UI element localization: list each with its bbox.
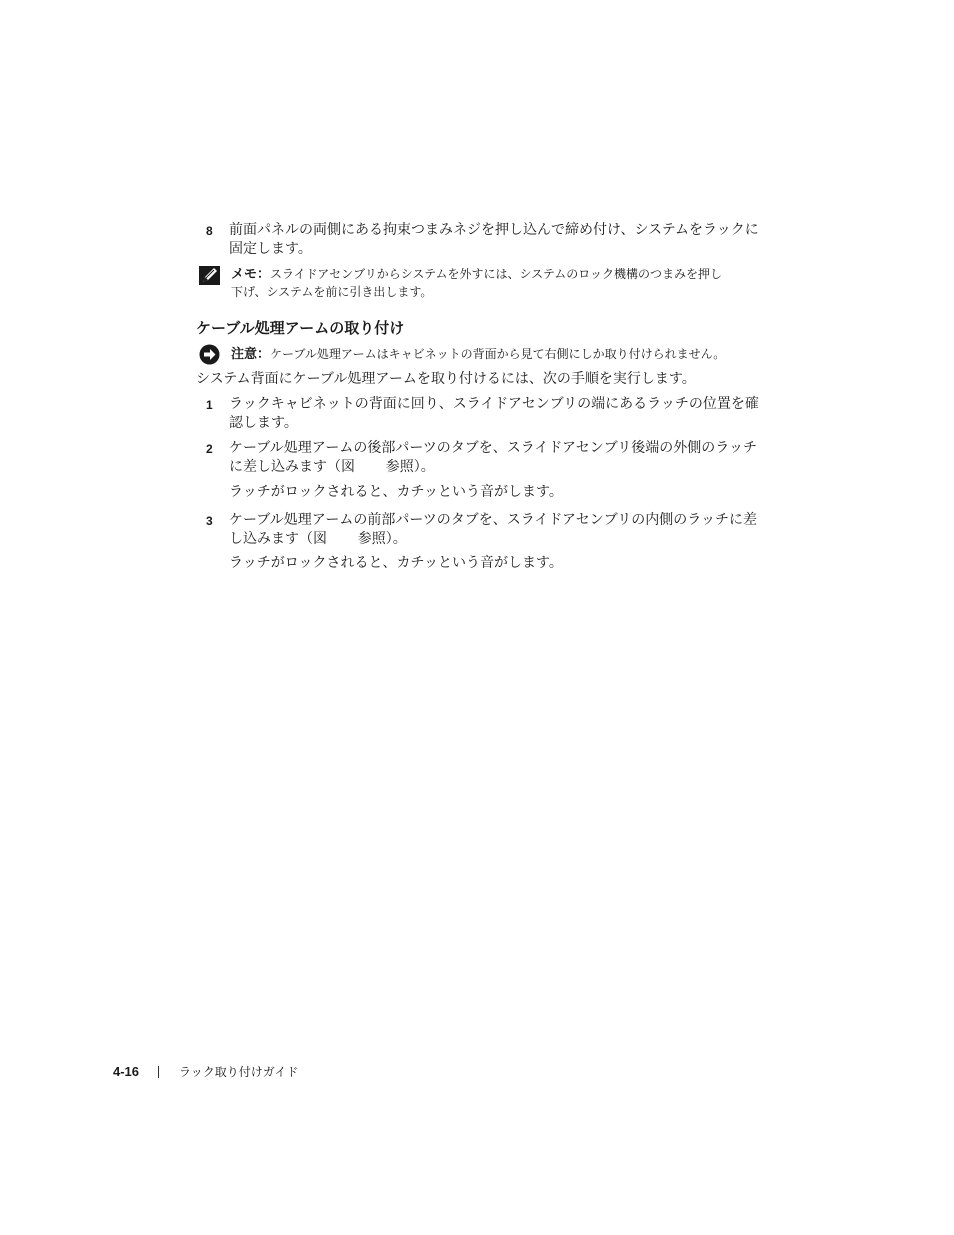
note-text: スライドアセンブリからシステムを外すには、システムのロック機構のつまみを押し	[270, 267, 723, 281]
step-text: ケーブル処理アームの後部パーツのタブを、スライドアセンブリ後端の外側のラッチ	[229, 440, 757, 456]
step-text-part: 参照）。	[385, 459, 435, 475]
step-followup: ラッチがロックされると、カチッという音がします。	[229, 555, 563, 571]
step-text-part: に差し込みます（図	[229, 459, 355, 475]
step-number: 8	[206, 224, 213, 238]
guide-title: ラック取り付けガイド	[179, 1065, 299, 1079]
intro-text: システム背面にケーブル処理アームを取り付けるには、次の手順を実行します。	[196, 371, 696, 387]
footer-separator	[158, 1066, 159, 1078]
notice-label: 注意：	[231, 347, 271, 362]
step-text: ラックキャビネットの背面に回り、スライドアセンブリの端にあるラッチの位置を確	[229, 396, 759, 412]
step-text-part: 参照）。	[357, 531, 407, 547]
step-text: 固定します。	[229, 241, 312, 257]
step-text	[229, 458, 435, 477]
page-number: 4-16	[113, 1064, 140, 1079]
notice-text: ケーブル処理アームはキャビネットの背面から見て右側にしか取り付けられません。	[270, 347, 726, 361]
note-text: 下げ、システムを前に引き出します。	[231, 285, 433, 299]
step-text	[229, 530, 407, 549]
step-number: 1	[206, 398, 213, 412]
notice-arrow-icon	[199, 344, 220, 365]
note-label: メモ：	[231, 267, 271, 282]
step-text-part: し込みます（図	[229, 531, 327, 547]
step-number: 2	[206, 442, 213, 456]
notice-line	[231, 346, 725, 363]
step-text: ケーブル処理アームの前部パーツのタブを、スライドアセンブリの内側のラッチに差	[229, 512, 757, 528]
pencil-note-icon	[199, 266, 220, 285]
note-line	[231, 266, 722, 283]
step-text: 認します。	[229, 415, 298, 431]
section-heading: ケーブル処理アームの取り付け	[196, 319, 405, 337]
step-followup: ラッチがロックされると、カチッという音がします。	[229, 484, 563, 500]
step-number: 3	[206, 514, 213, 528]
step-text: 前面パネルの両側にある拘束つまみネジを押し込んで締め付け、システムをラックに	[229, 222, 759, 238]
